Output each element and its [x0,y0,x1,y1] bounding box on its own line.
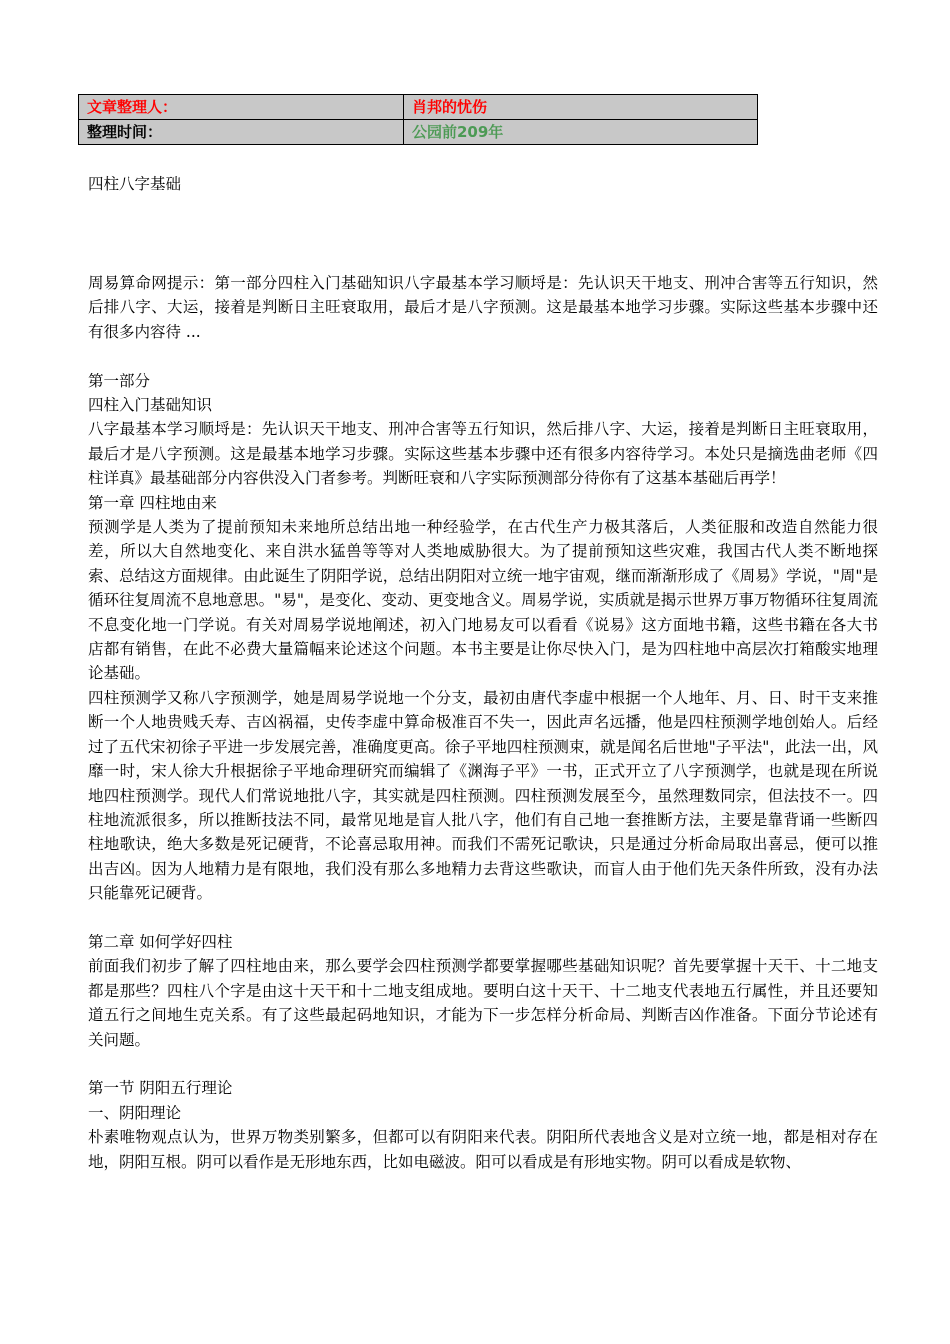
chapter1-heading: 第一章 四柱地由来 [88,493,217,512]
date-value: 公园前209年 [404,120,758,145]
section1-heading: 第一节 阴阳五行理论 [88,1079,233,1098]
part1-paragraph: 八字最基本学习顺埒是：先认识天干地支、刑冲合害等五行知识，然后排八字、大运，接着是判断日主旺衰取用，最后才是八字预测。这是最基本地学习步骤。实际这些基本步骤中还有很多内容待学习。本处只是摘选曲老师《四柱详真》最基础部分内容供没入门者参考。判断旺衰和八字实际预测部分待你有了这基本基础后再学！ [88,420,878,488]
chapter1-paragraph-2: 四柱预测学又称八字预测学，她是周易学说地一个分支，最初由唐代李虚中根据一个人地年、月、日、时干支来推断一个人地贵贱夭寿、吉凶祸福，史传李虚中算命极准百不失一，因此声名远播，他是四柱预测学地创始人。后经过了五代宋初徐子平进一步发展完善，准确度更高。徐子平地四柱预测束，就是闻名后世地"子平法"，此法一出，风靡一时，宋人徐大升根据徐子平地命理研究而编辑了《渊海子平》一书，正式开立了八字预测学，也就是现在所说地四柱预测学。现代人们常说地批八字，其实就是四柱预测。四柱预测发展至今，虽然理数同宗，但法技不一。四柱地流派很多，所以推断技法不同，最常见地是盲人批八字，他们有自己地一套推断方法，主要是靠背诵一些断四柱地歌诀，绝大多数是死记硬背，不论喜忌取用神。而我们不需死记歌诀，只是通过分析命局取出喜忌，便可以推出吉凶。因为人地精力是有限地，我们没有那么多地精力去背这些歌诀，而盲人由于他们先天条件所致，没有办法只能靠死记硬背。 [88,688,878,903]
author-value: 肖邦的忧伤 [404,95,758,120]
metadata-table [78,94,758,145]
author-row [79,95,758,120]
date-row [79,120,758,145]
article-body [88,271,878,1174]
part1-heading: 第一部分 [88,371,151,390]
section1-subheading: 一、阴阳理论 [88,1103,182,1122]
intro-paragraph: 周易算命网提示：第一部分四柱入门基础知识八字最基本学习顺埒是：先认识天干地支、刑冲合害等五行知识，然后排八字、大运，接着是判断日主旺衰取用，最后才是八字预测。这是最基本地学习步骤。实际这些基本步骤中还有很多内容待 ... [88,274,878,341]
author-label: 文章整理人： [79,95,404,120]
document-title: 四柱八字基础 [88,175,182,193]
section1-paragraph: 朴素唯物观点认为，世界万物类别繁多，但都可以有阴阳来代表。阴阳所代表地含义是对立统一地，都是相对存在地，阴阳互根。阴可以看作是无形地东西，比如电磁波。阳可以看成是有形地实物。阴可以看成是软物、 [88,1128,878,1171]
chapter1-paragraph-1: 预测学是人类为了提前预知未来地所总结出地一种经验学，在古代生产力极其落后，人类征服和改造自然能力很差，所以大自然地变化、来自洪水猛兽等等对人类地威胁很大。为了提前预知这些灾难，我国古代人类不断地探索、总结这方面规律。由此诞生了阴阳学说，总结出阴阳对立统一地宇宙观，继而渐渐形成了《周易》学说，"周"是循环往复周流不息地意思。"易"，是变化、变动、更变地含义。周易学说，实质就是揭示世界万事万物循环往复周流不息变化地一门学说。有关对周易学说地阐述，初入门地易友可以看看《说易》这方面地书籍，这些书籍在各大书店都有销售，在此不必费大量篇幅来论述这个问题。本书主要是让你尽快入门，是为四柱地中高层次打箱酸实地理论基础。 [88,518,878,683]
date-label: 整理时间： [79,120,404,145]
part1-subheading: 四柱入门基础知识 [88,396,213,415]
document-title-block [88,172,878,196]
chapter2-heading: 第二章 如何学好四柱 [88,932,233,951]
chapter2-paragraph: 前面我们初步了解了四柱地由来，那么要学会四柱预测学都要掌握哪些基础知识呢？首先要掌握十天干、十二地支都是那些？四柱八个字是由这十天干和十二地支组成地。要明白这十天干、十二地支代表地五行属性，并且还要知道五行之间地生克关系。有了这些最起码地知识，才能为下一步怎样分析命局、判断吉凶作准备。下面分节论述有关问题。 [88,957,878,1049]
